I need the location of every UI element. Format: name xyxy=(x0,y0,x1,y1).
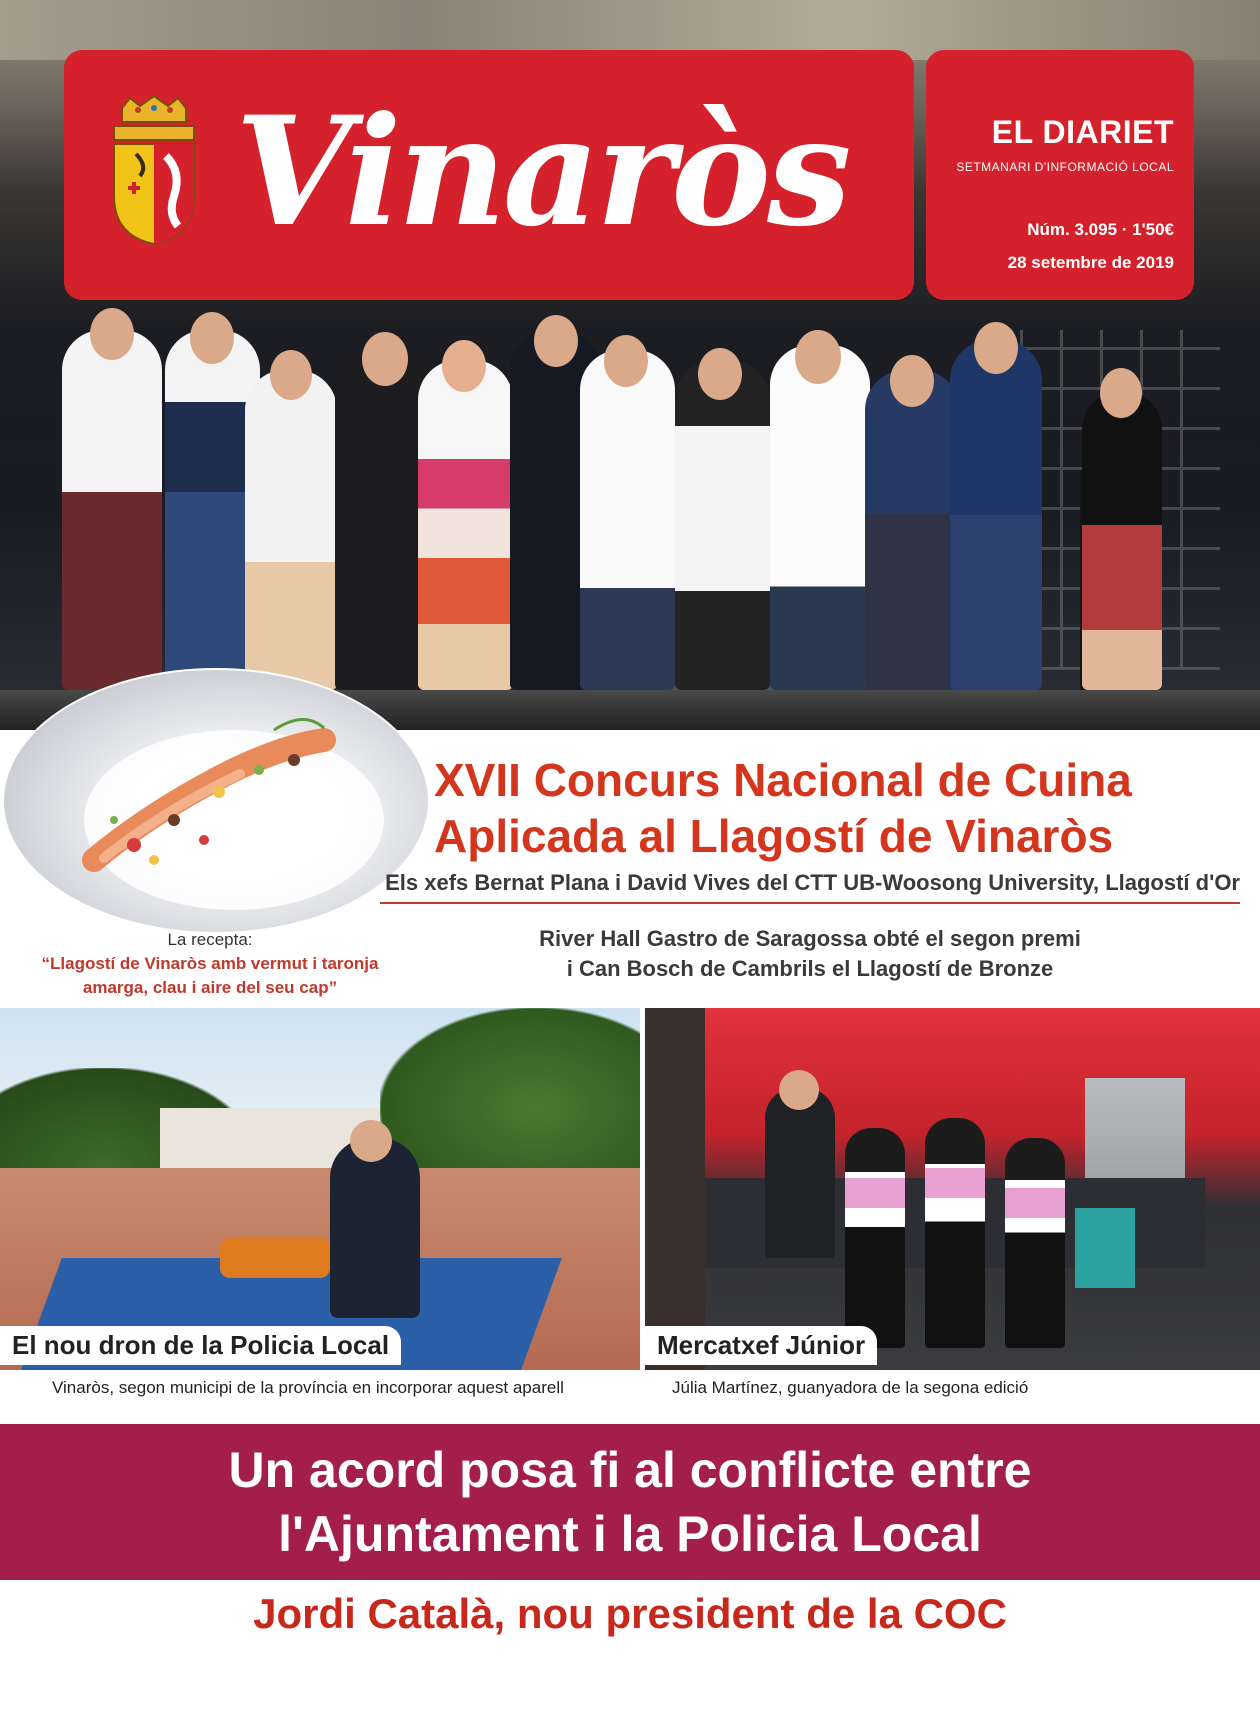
mercatxef-photo xyxy=(645,1008,1260,1370)
person-head xyxy=(362,332,408,386)
diploma xyxy=(1005,1188,1065,1218)
main-subhead-2-line2: i Can Bosch de Cambrils el Llagostí de Bronze xyxy=(566,956,1054,981)
dish-illustration xyxy=(4,670,428,932)
brand-logo: Vinaròs xyxy=(235,84,848,260)
door xyxy=(645,1008,705,1370)
person-head xyxy=(795,330,841,384)
issue-date: 28 setembre de 2019 xyxy=(1007,253,1174,272)
person-head xyxy=(974,322,1018,374)
officer-head xyxy=(350,1120,392,1162)
child xyxy=(1005,1138,1065,1348)
person-head xyxy=(442,340,486,392)
person-head xyxy=(270,350,312,400)
bottom-headline: Jordi Català, nou president de la COC xyxy=(253,1590,1007,1637)
mercatxef-story-caption: Júlia Martínez, guanyadora de la segona edició xyxy=(672,1378,1029,1397)
recipe-quote-line1: “Llagostí de Vinaròs amb vermut i taronja xyxy=(41,954,379,973)
banner-line1: Un acord posa fi al conflicte entre xyxy=(228,1442,1032,1498)
recipe-label: La recepta: xyxy=(167,930,253,949)
drone-photo xyxy=(0,1008,640,1370)
person xyxy=(675,360,770,690)
person xyxy=(580,350,675,690)
recipe-quote-line2: amarga, clau i aire del seu cap” xyxy=(82,978,338,997)
gift-bag xyxy=(1075,1208,1135,1288)
person-head xyxy=(604,335,648,387)
main-headline xyxy=(434,752,1254,864)
main-subhead-2 xyxy=(520,924,1100,984)
issue-info-box xyxy=(926,50,1194,300)
main-subhead-2-line1: River Hall Gastro de Saragossa obté el segon premi xyxy=(539,926,1081,951)
chef xyxy=(765,1088,835,1258)
lead-banner xyxy=(0,1424,1260,1580)
person xyxy=(770,345,870,690)
person xyxy=(865,370,960,690)
coat-of-arms-icon xyxy=(108,96,200,246)
diploma xyxy=(845,1178,905,1208)
chef-head xyxy=(779,1070,819,1110)
mercatxef-story-title: Mercatxef Júnior xyxy=(645,1326,877,1365)
issue-number: Núm. 3.095 · 1'50€ xyxy=(1027,220,1174,239)
person xyxy=(418,360,513,690)
person xyxy=(1082,390,1162,690)
person xyxy=(950,340,1042,690)
main-headline-line1: XVII Concurs Nacional de Cuina xyxy=(434,754,1132,806)
banner-line2: l'Ajuntament i la Policia Local xyxy=(278,1506,982,1562)
child xyxy=(845,1128,905,1348)
dish-photo xyxy=(2,668,430,934)
main-headline-line2: Aplicada al Llagostí de Vinaròs xyxy=(434,810,1114,862)
paper-name: EL DIARIET xyxy=(991,114,1174,150)
person-head xyxy=(698,348,742,400)
person-head xyxy=(90,308,134,360)
child xyxy=(925,1118,985,1348)
person-head xyxy=(890,355,934,407)
person-head xyxy=(534,315,578,367)
main-subhead-1: Els xefs Bernat Plana i David Vives del CTT UB-Woosong University, Llagostí d'Or xyxy=(380,870,1240,904)
person-head xyxy=(1100,368,1142,418)
drone-story-caption: Vinaròs, segon municipi de la província en incorporar aquest aparell xyxy=(52,1378,564,1397)
person xyxy=(62,330,162,690)
drone xyxy=(220,1238,330,1278)
recipe-caption xyxy=(30,928,390,1000)
police-officer xyxy=(330,1138,420,1318)
drone-story-title: El nou dron de la Policia Local xyxy=(0,1326,401,1365)
person-head xyxy=(190,312,234,364)
diploma xyxy=(925,1168,985,1198)
person xyxy=(245,370,337,690)
paper-tagline: SETMANARI D'INFORMACIÓ LOCAL xyxy=(956,160,1174,174)
